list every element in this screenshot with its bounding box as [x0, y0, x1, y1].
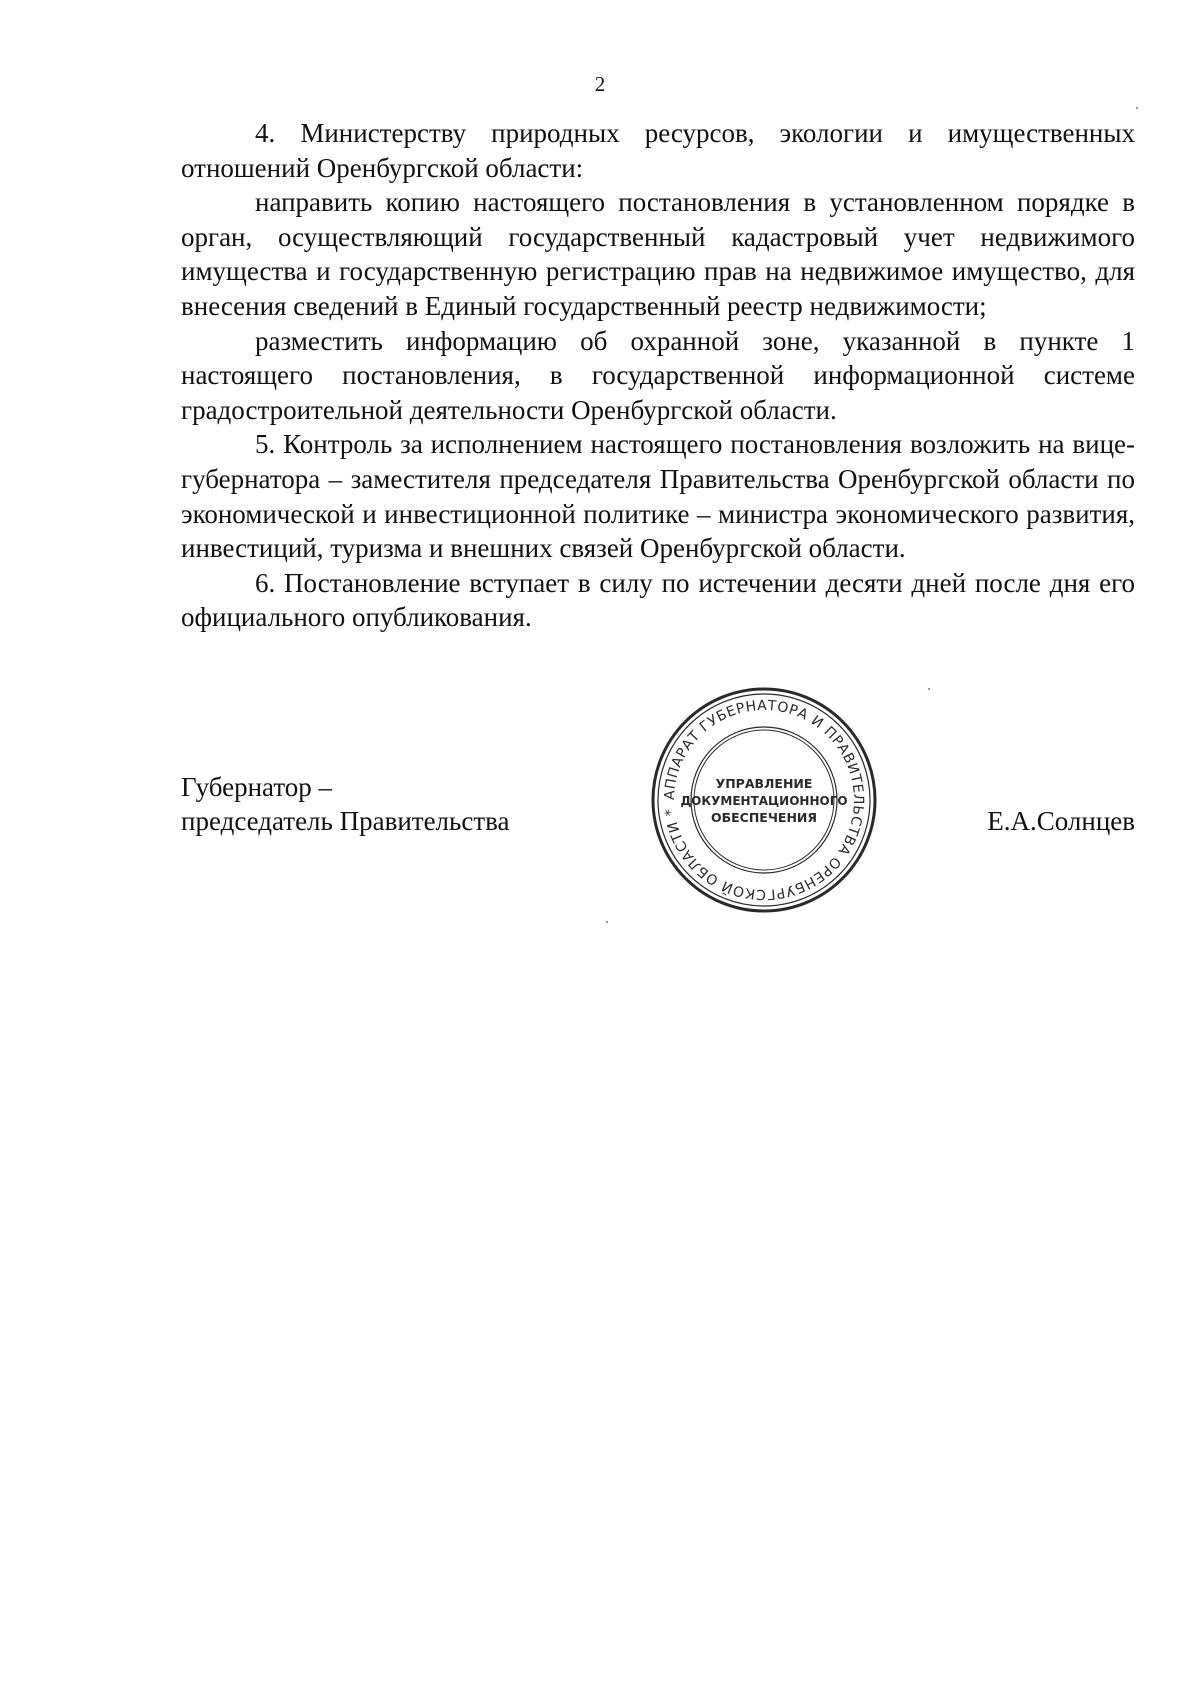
signatory-title-line1: Губернатор –	[181, 772, 333, 802]
paragraph-item-4: 4. Министерству природных ресурсов, экологии и имущественных отношений Оренбургской области:	[181, 118, 1135, 183]
seal-outer-text: АППАРАТ ГУБЕРНАТОРА И ПРАВИТЕЛЬСТВА ОРЕНБУРГСКОЙ ОБЛАСТИ *	[661, 697, 867, 903]
scan-speck	[928, 688, 930, 690]
seal-inner-line3: ОБЕСПЕЧЕНИЯ	[710, 810, 818, 825]
paragraph-send-copy: направить копию настоящего постановления в установленном порядке в орган, осуществляющий государственный кадастровый учет недвижимого имущества и государственную регистрацию прав на недвижимое имущество, для внесения сведений в Единый государственный реестр недвижимости;	[181, 187, 1135, 321]
scan-speck	[1136, 107, 1138, 109]
signatory-title-line2: председатель Правительства	[181, 806, 510, 836]
paragraph-item-6: 6. Постановление вступает в силу по истечении десяти дней после дня его официального опубликования.	[181, 567, 1135, 633]
page-number: 2	[594, 72, 606, 96]
signatory-name: Е.А.Солнцев	[987, 806, 1135, 836]
document-body	[181, 116, 1135, 635]
paragraph-item-5: 5. Контроль за исполнением настоящего постановления возложить на вице-губернатора – заместителя председателя Правительства Оренбургской области по экономической и инвестиционной политике – министра экономического развития, инвестиций, туризма и внешних связей Оренбургской области.	[181, 429, 1135, 564]
seal-inner-line1: УПРАВЛЕНИЕ	[715, 776, 813, 791]
paragraph-publish-info: разместить информацию об охранной зоне, указанной в пункте 1 настоящего постановления, в государственной информационной системе градостроительной деятельности Оренбургской области.	[181, 325, 1135, 425]
seal-inner-line2: ДОКУМЕНТАЦИОННОГО	[680, 794, 848, 808]
signatory-title	[181, 770, 510, 838]
official-seal	[648, 684, 880, 916]
scan-speck	[606, 921, 608, 923]
